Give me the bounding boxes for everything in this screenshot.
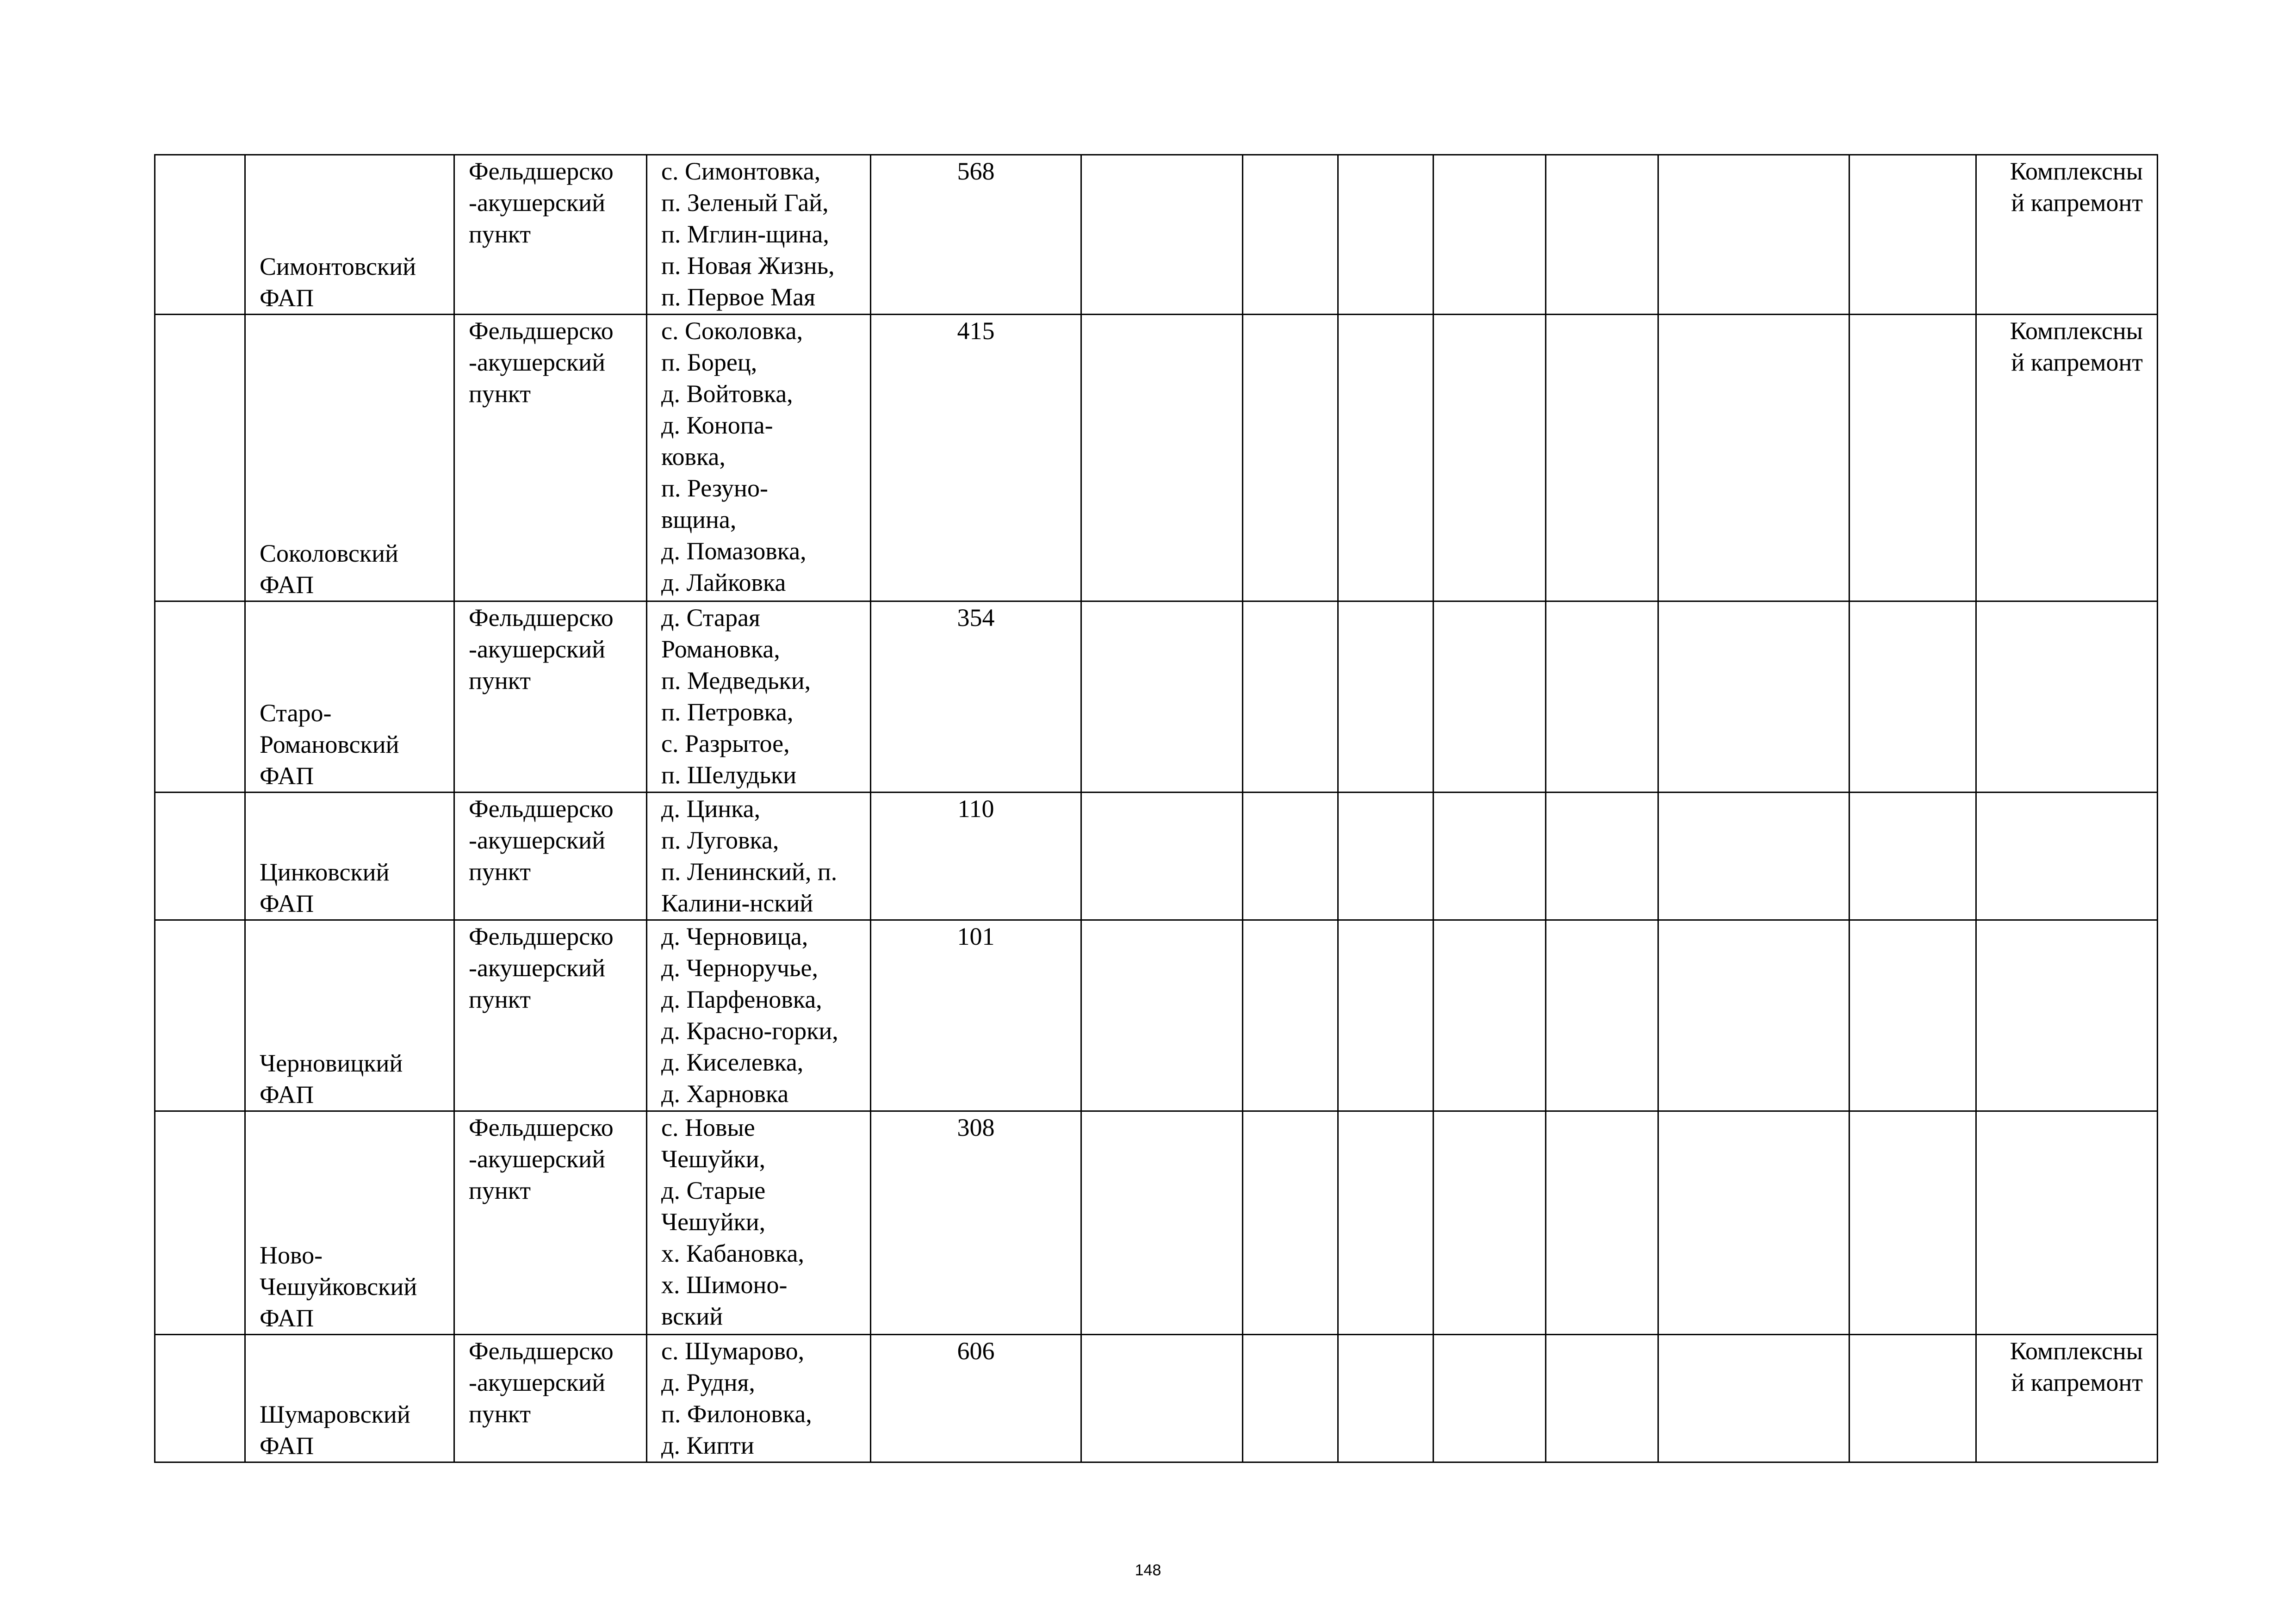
cell-line: с. Соколовка, bbox=[661, 317, 803, 345]
cell-line: Чешуйковский bbox=[260, 1273, 417, 1301]
cell-empty bbox=[1849, 920, 1976, 1111]
cell-line: вщина, bbox=[661, 506, 737, 533]
cell-empty bbox=[1433, 1111, 1546, 1335]
cell-facility-name bbox=[245, 155, 454, 315]
cell-empty bbox=[1243, 315, 1338, 601]
cell-note bbox=[1976, 1111, 2158, 1335]
cell-population bbox=[871, 601, 1081, 793]
cell-empty bbox=[1243, 920, 1338, 1111]
cell-empty bbox=[1546, 793, 1658, 920]
cell-line: ФАП bbox=[260, 284, 314, 312]
cell-line: п. Резуно- bbox=[661, 474, 768, 502]
cell-settlements bbox=[647, 1335, 871, 1462]
table-row bbox=[155, 1335, 2158, 1462]
cell-facility-type bbox=[454, 315, 647, 601]
cell-line: п. Медведьки, bbox=[661, 667, 811, 694]
cell-line: с. Шумарово, bbox=[661, 1337, 805, 1365]
cell-note bbox=[1976, 920, 2158, 1111]
cell-line: д. Парфеновка, bbox=[661, 985, 822, 1013]
cell-empty bbox=[1338, 920, 1433, 1111]
cell-line: Романовка, bbox=[661, 635, 780, 663]
cell-facility-type bbox=[454, 1335, 647, 1462]
cell-note bbox=[1976, 315, 2158, 601]
cell-empty bbox=[1658, 793, 1849, 920]
cell-facility-type bbox=[454, 601, 647, 793]
cell-note bbox=[1976, 793, 2158, 920]
cell-line: пункт bbox=[469, 220, 531, 248]
cell-empty bbox=[1338, 601, 1433, 793]
cell-facility-type bbox=[454, 920, 647, 1111]
cell-line: Фельдшерско bbox=[469, 604, 614, 632]
cell-empty bbox=[1081, 920, 1243, 1111]
cell-empty bbox=[1243, 1111, 1338, 1335]
cell-line: пункт bbox=[469, 1177, 531, 1204]
table-row bbox=[155, 601, 2158, 793]
cell-facility-name bbox=[245, 315, 454, 601]
cell-empty bbox=[1546, 920, 1658, 1111]
cell-empty bbox=[1081, 315, 1243, 601]
cell-line: с. Симонтовка, bbox=[661, 157, 821, 185]
cell-index bbox=[155, 315, 245, 601]
cell-line: п. Шелудьки bbox=[661, 761, 797, 789]
cell-empty bbox=[1849, 315, 1976, 601]
cell-line: д. Цинка, bbox=[661, 795, 761, 823]
cell-line: х. Шимоно- bbox=[661, 1271, 788, 1299]
cell-line: ФАП bbox=[260, 1304, 314, 1332]
cell-empty bbox=[1338, 793, 1433, 920]
cell-line: д. Лайковка bbox=[661, 569, 786, 596]
cell-facility-name bbox=[245, 793, 454, 920]
cell-empty bbox=[1849, 793, 1976, 920]
table-row bbox=[155, 1111, 2158, 1335]
population-value: 110 bbox=[957, 795, 994, 823]
cell-empty bbox=[1243, 155, 1338, 315]
cell-line: -акушерский bbox=[469, 1369, 605, 1396]
cell-line: п. Зеленый Гай, bbox=[661, 189, 829, 217]
cell-empty bbox=[1243, 601, 1338, 793]
cell-empty bbox=[1433, 793, 1546, 920]
cell-empty bbox=[1338, 315, 1433, 601]
cell-line: д. Рудня, bbox=[661, 1369, 755, 1396]
cell-line: Соколовский bbox=[260, 539, 398, 567]
cell-line: Фельдшерско bbox=[469, 317, 614, 345]
cell-empty bbox=[1433, 1335, 1546, 1462]
cell-settlements bbox=[647, 1111, 871, 1335]
facility-table bbox=[154, 154, 2158, 1463]
cell-line: х. Кабановка, bbox=[661, 1239, 804, 1267]
cell-note bbox=[1976, 601, 2158, 793]
cell-line: д. Черноручье, bbox=[661, 954, 818, 982]
cell-facility-type bbox=[454, 155, 647, 315]
cell-empty bbox=[1658, 315, 1849, 601]
cell-empty bbox=[1546, 315, 1658, 601]
cell-line: п. Ленинский, п. bbox=[661, 858, 838, 886]
cell-empty bbox=[1081, 793, 1243, 920]
cell-line: п. Луговка, bbox=[661, 826, 779, 854]
table-row bbox=[155, 920, 2158, 1111]
cell-line: п. Борец, bbox=[661, 348, 757, 376]
table-row bbox=[155, 793, 2158, 920]
cell-facility-name bbox=[245, 1111, 454, 1335]
cell-line: Комплексны bbox=[2010, 1337, 2143, 1365]
cell-line: д. Красно-горки, bbox=[661, 1017, 838, 1045]
cell-empty bbox=[1546, 1335, 1658, 1462]
cell-line: д. Старая bbox=[661, 604, 760, 632]
cell-population bbox=[871, 1335, 1081, 1462]
cell-facility-type bbox=[454, 1111, 647, 1335]
cell-line: й капремонт bbox=[2011, 1369, 2143, 1396]
cell-line: ФАП bbox=[260, 762, 314, 790]
cell-line: д. Кипти bbox=[661, 1431, 754, 1459]
table-body bbox=[155, 155, 2158, 1462]
cell-line: Фельдшерско bbox=[469, 1337, 614, 1365]
cell-line: ФАП bbox=[260, 890, 314, 917]
cell-line: с. Новые bbox=[661, 1114, 755, 1141]
cell-line: вский bbox=[661, 1302, 723, 1330]
cell-line: -акушерский bbox=[469, 189, 605, 217]
cell-line: Шумаровский bbox=[260, 1400, 410, 1428]
cell-empty bbox=[1849, 1335, 1976, 1462]
cell-line: -акушерский bbox=[469, 1145, 605, 1173]
cell-line: пункт bbox=[469, 380, 531, 408]
population-value: 568 bbox=[957, 157, 995, 185]
cell-line: Симонтовский bbox=[260, 253, 416, 280]
cell-note bbox=[1976, 155, 2158, 315]
cell-empty bbox=[1658, 1111, 1849, 1335]
cell-line: пункт bbox=[469, 667, 531, 694]
cell-facility-name bbox=[245, 1335, 454, 1462]
cell-line: -акушерский bbox=[469, 826, 605, 854]
cell-population bbox=[871, 920, 1081, 1111]
cell-line: Фельдшерско bbox=[469, 157, 614, 185]
cell-empty bbox=[1658, 1335, 1849, 1462]
cell-facility-type bbox=[454, 793, 647, 920]
cell-line: ФАП bbox=[260, 1081, 314, 1109]
cell-empty bbox=[1546, 155, 1658, 315]
page-number: 148 bbox=[1135, 1561, 1161, 1579]
cell-line: Фельдшерско bbox=[469, 923, 614, 950]
cell-empty bbox=[1546, 601, 1658, 793]
cell-line: с. Разрытое, bbox=[661, 730, 790, 757]
cell-line: д. Старые bbox=[661, 1177, 766, 1204]
cell-facility-name bbox=[245, 601, 454, 793]
cell-line: Комплексны bbox=[2010, 317, 2143, 345]
cell-index bbox=[155, 793, 245, 920]
cell-line: Фельдшерско bbox=[469, 1114, 614, 1141]
cell-empty bbox=[1243, 1335, 1338, 1462]
cell-line: Цинковский bbox=[260, 858, 390, 886]
cell-line: -акушерский bbox=[469, 348, 605, 376]
cell-empty bbox=[1081, 1335, 1243, 1462]
cell-index bbox=[155, 155, 245, 315]
cell-line: пункт bbox=[469, 858, 531, 886]
cell-settlements bbox=[647, 920, 871, 1111]
cell-settlements bbox=[647, 155, 871, 315]
population-value: 606 bbox=[957, 1337, 995, 1365]
cell-line: пункт bbox=[469, 1400, 531, 1428]
cell-line: Комплексны bbox=[2010, 157, 2143, 185]
cell-empty bbox=[1433, 601, 1546, 793]
table-row bbox=[155, 315, 2158, 601]
cell-line: д. Конопа- bbox=[661, 411, 773, 439]
cell-line: д. Черновица, bbox=[661, 923, 808, 950]
cell-note bbox=[1976, 1335, 2158, 1462]
cell-line: п. Новая Жизнь, bbox=[661, 252, 835, 279]
cell-line: п. Филоновка, bbox=[661, 1400, 812, 1428]
cell-settlements bbox=[647, 315, 871, 601]
cell-line: Романовский bbox=[260, 731, 399, 758]
cell-index bbox=[155, 1335, 245, 1462]
cell-empty bbox=[1849, 1111, 1976, 1335]
cell-facility-name bbox=[245, 920, 454, 1111]
cell-line: -акушерский bbox=[469, 635, 605, 663]
table-row bbox=[155, 155, 2158, 315]
cell-line: ФАП bbox=[260, 571, 314, 599]
cell-line: п. Первое Мая bbox=[661, 283, 815, 311]
cell-population bbox=[871, 155, 1081, 315]
cell-index bbox=[155, 601, 245, 793]
cell-line: д. Войтовка, bbox=[661, 380, 793, 408]
cell-line: Калини-нский bbox=[661, 889, 813, 917]
cell-line: д. Киселевка, bbox=[661, 1048, 804, 1076]
cell-line: ФАП bbox=[260, 1432, 314, 1460]
cell-empty bbox=[1338, 155, 1433, 315]
cell-line: ковка, bbox=[661, 443, 726, 471]
cell-population bbox=[871, 1111, 1081, 1335]
cell-line: Черновицкий bbox=[260, 1049, 403, 1077]
cell-line: й капремонт bbox=[2011, 348, 2143, 376]
population-value: 101 bbox=[957, 923, 995, 950]
cell-empty bbox=[1849, 601, 1976, 793]
cell-settlements bbox=[647, 793, 871, 920]
cell-population bbox=[871, 793, 1081, 920]
cell-line: п. Мглин-щина, bbox=[661, 220, 829, 248]
cell-line: й капремонт bbox=[2011, 189, 2143, 217]
cell-empty bbox=[1433, 920, 1546, 1111]
cell-line: -акушерский bbox=[469, 954, 605, 982]
cell-index bbox=[155, 1111, 245, 1335]
cell-empty bbox=[1081, 155, 1243, 315]
cell-line: Чешуйки, bbox=[661, 1208, 766, 1236]
cell-population bbox=[871, 315, 1081, 601]
population-value: 415 bbox=[957, 317, 995, 345]
cell-empty bbox=[1338, 1335, 1433, 1462]
cell-empty bbox=[1338, 1111, 1433, 1335]
cell-line: д. Помазовка, bbox=[661, 537, 807, 565]
cell-empty bbox=[1658, 155, 1849, 315]
cell-empty bbox=[1081, 601, 1243, 793]
cell-line: п. Петровка, bbox=[661, 698, 794, 726]
cell-line: Ново- bbox=[260, 1241, 323, 1269]
cell-line: Старо- bbox=[260, 699, 332, 727]
cell-settlements bbox=[647, 601, 871, 793]
cell-line: д. Харновка bbox=[661, 1080, 789, 1108]
cell-empty bbox=[1658, 601, 1849, 793]
population-value: 308 bbox=[957, 1114, 995, 1141]
cell-index bbox=[155, 920, 245, 1111]
cell-empty bbox=[1849, 155, 1976, 315]
cell-line: Чешуйки, bbox=[661, 1145, 766, 1173]
cell-line: Фельдшерско bbox=[469, 795, 614, 823]
cell-empty bbox=[1081, 1111, 1243, 1335]
population-value: 354 bbox=[957, 604, 995, 632]
cell-empty bbox=[1433, 315, 1546, 601]
cell-empty bbox=[1243, 793, 1338, 920]
cell-empty bbox=[1433, 155, 1546, 315]
cell-empty bbox=[1658, 920, 1849, 1111]
cell-line: пункт bbox=[469, 985, 531, 1013]
cell-empty bbox=[1546, 1111, 1658, 1335]
